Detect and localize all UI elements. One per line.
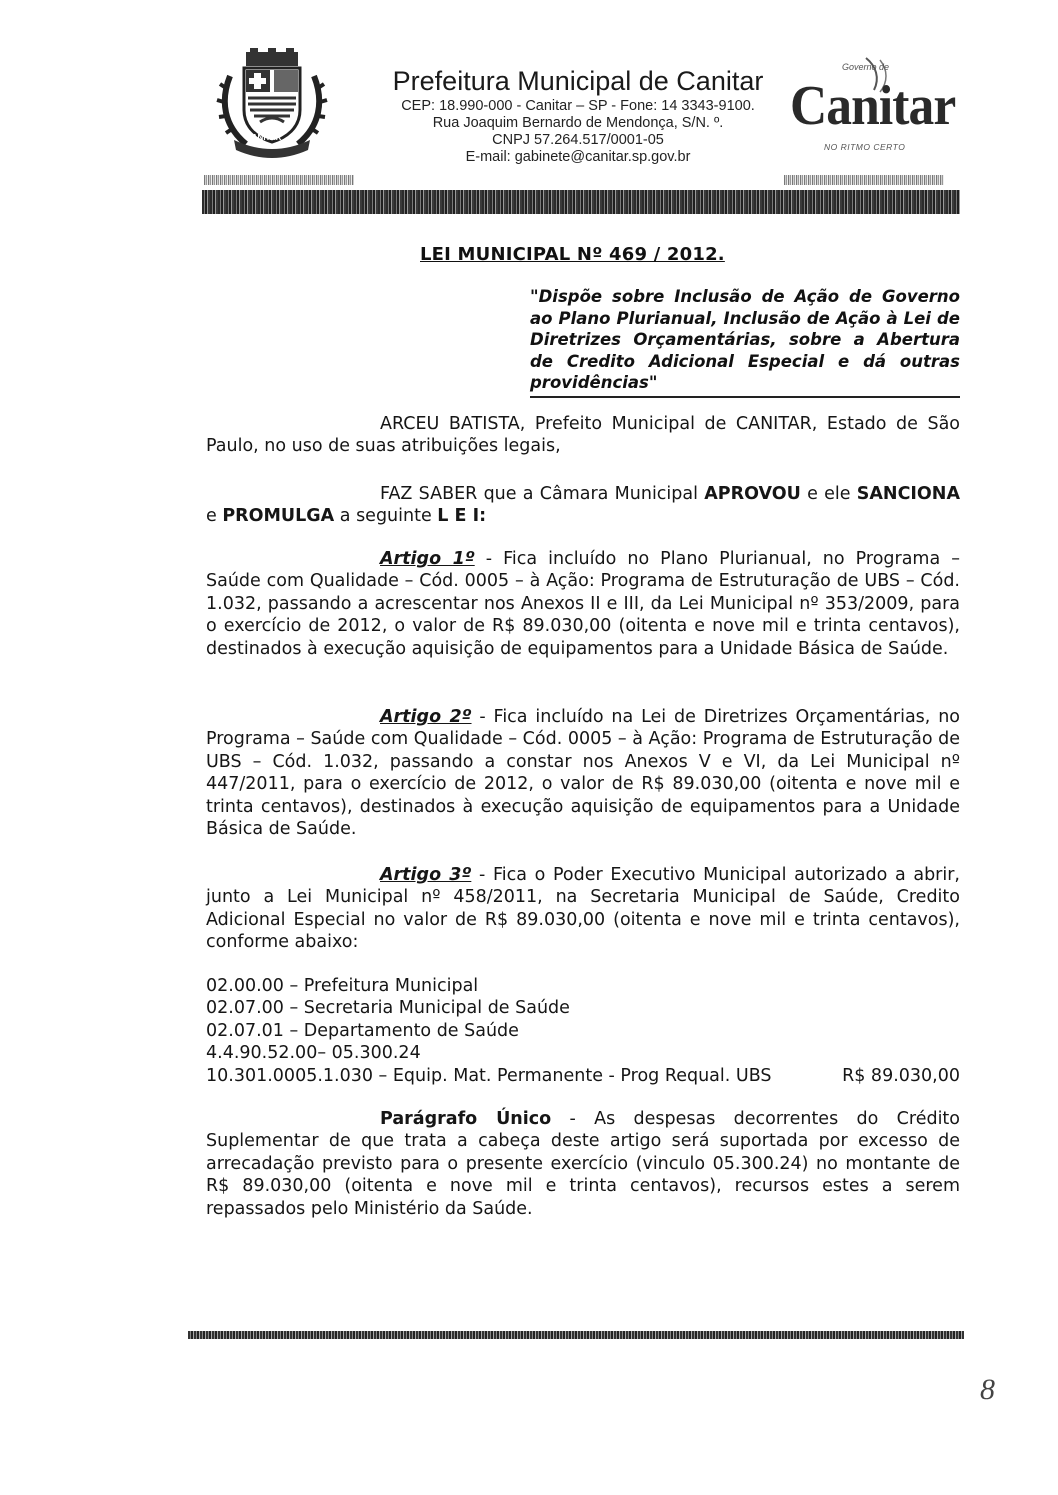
logo-wordmark: Canitar (790, 75, 956, 137)
paragrafo-unico-text: - As despesas decorrentes do Crédito Suplementar de que trata a cabeça deste artigo será suportada por excesso de arrecadação previsto para o presente exercício (vinculo 05.300.24) no montante de R$ 89.030,00 (oitenta e nove mil e trinta centavos), recursos estes a serem repassados pelo Ministério da Saúde. (206, 1109, 960, 1219)
enact-text-2: e ele (800, 484, 857, 504)
handwritten-page-number: 8 (980, 1373, 995, 1406)
header-divider-bar (202, 190, 960, 214)
article-3 (206, 864, 960, 954)
budget-line: 02.00.00 – Prefeitura Municipal (206, 976, 479, 996)
preamble-text: Prefeito Municipal de CANITAR, Estado de São Paulo, no uso de suas atribuições legais, (206, 414, 960, 457)
article-2 (206, 706, 960, 840)
logo-tagline: NO RITMO CERTO (824, 142, 906, 152)
budget-line: 4.4.90.52.00– 05.300.24 (206, 1043, 421, 1064)
article-1-label: Artigo 1º (380, 549, 475, 569)
paragrafo-unico-label: Parágrafo Único (380, 1109, 552, 1129)
crest-ribbon-label: CANITAR (246, 133, 282, 142)
enact-text-4: a seguinte (334, 506, 438, 527)
letterhead-title: Prefeitura Municipal de Canitar (392, 66, 764, 96)
article-2-text: - Fica incluído na Lei de Diretrizes Orçamentárias, no Programa – Saúde com Qualidade – Cód. 0005 – à Ação: Programa de Estruturação de UBS – Cód. 1.032, passando a constar nos Anexos V e VI, da Lei Municipal nº 447/2011, para o exercício de 2012, o valor de R$ 89.030,00 (oitenta e nove mil e trinta centavos), destinados à execução aquisição de equipamentos para a Unidade Básica de Saúde. (206, 707, 960, 840)
canitar-government-logo (784, 56, 956, 156)
paragrafo-unico (206, 1108, 960, 1220)
budget-allocation-list (206, 975, 960, 1087)
preamble (206, 413, 960, 458)
enactment-clause (206, 483, 960, 528)
logo-top-text: Governo de (842, 62, 890, 72)
article-1 (206, 548, 960, 660)
letterhead-cnpj: CNPJ 57.264.517/0001-05 (492, 132, 664, 148)
enact-aprovou: APROVOU (704, 484, 801, 504)
law-ementa: "Dispõe sobre Inclusão de Ação de Governo ao Plano Plurianual, Inclusão de Ação à Lei de Diretrizes Orçamentárias, sobre a Abertura de Credito Adicional Especial e dá outras providências" (530, 286, 960, 398)
enact-promulga: PROMULGA (222, 506, 335, 527)
budget-line: 02.07.00 – Secretaria Municipal de Saúde (206, 998, 570, 1019)
header-left-stripe (204, 175, 354, 185)
enact-text-1: FAZ SABER que a Câmara Municipal (380, 484, 705, 504)
enact-lei: L E I: (437, 506, 487, 527)
article-2-label: Artigo 2º (380, 707, 472, 727)
budget-line-total (206, 1065, 960, 1087)
budget-line-description: 10.301.0005.1.030 – Equip. Mat. Permanente - Prog Requal. UBS (206, 1065, 772, 1086)
footer-divider-bar (188, 1331, 964, 1339)
letterhead-cep: CEP: 18.990-000 - Canitar – SP - Fone: 14 3343-9100. (401, 98, 755, 114)
letterhead-address: Rua Joaquim Bernardo de Mendonça, S/N. º. (432, 115, 724, 131)
article-3-text: - Fica o Poder Executivo Municipal autorizado a abrir, junto a Lei Municipal nº 458/2011, na Secretaria Municipal de Saúde, Credito Adicional Especial no valor de R$ 89.030,00 (oitenta e nove mil e trinta centavos), conforme abaixo: (206, 865, 960, 953)
header-right-stripe (784, 175, 944, 185)
article-3-label: Artigo 3º (380, 865, 472, 885)
budget-line: 02.07.01 – Departamento de Saúde (206, 1020, 519, 1041)
mayor-name: ARCEU BATISTA, (380, 414, 526, 434)
law-title: LEI MUNICIPAL Nº 469 / 2012. (420, 244, 725, 265)
budget-line-amount: R$ 89.030,00 (842, 1065, 960, 1086)
enact-text-3: e (206, 506, 223, 527)
letterhead (358, 66, 798, 166)
letterhead-email: E-mail: gabinete@canitar.sp.gov.br (465, 149, 691, 165)
enact-sanciona: SANCIONA (856, 484, 960, 504)
article-1-text: - Fica incluído no Plano Plurianual, no Programa – Saúde com Qualidade – Cód. 0005 – à Ação: Programa de Estruturação de UBS – Cód. 1.032, passando a acrescentar nos Anexos II e III, da Lei Municipal nº 353/2009, para o exercício de 2012, o valor de R$ 89.030,00 (oitenta e nove mil e trinta centavos), destinados à execução aquisição de equipamentos para a Unidade Básica de Saúde. (206, 549, 960, 659)
